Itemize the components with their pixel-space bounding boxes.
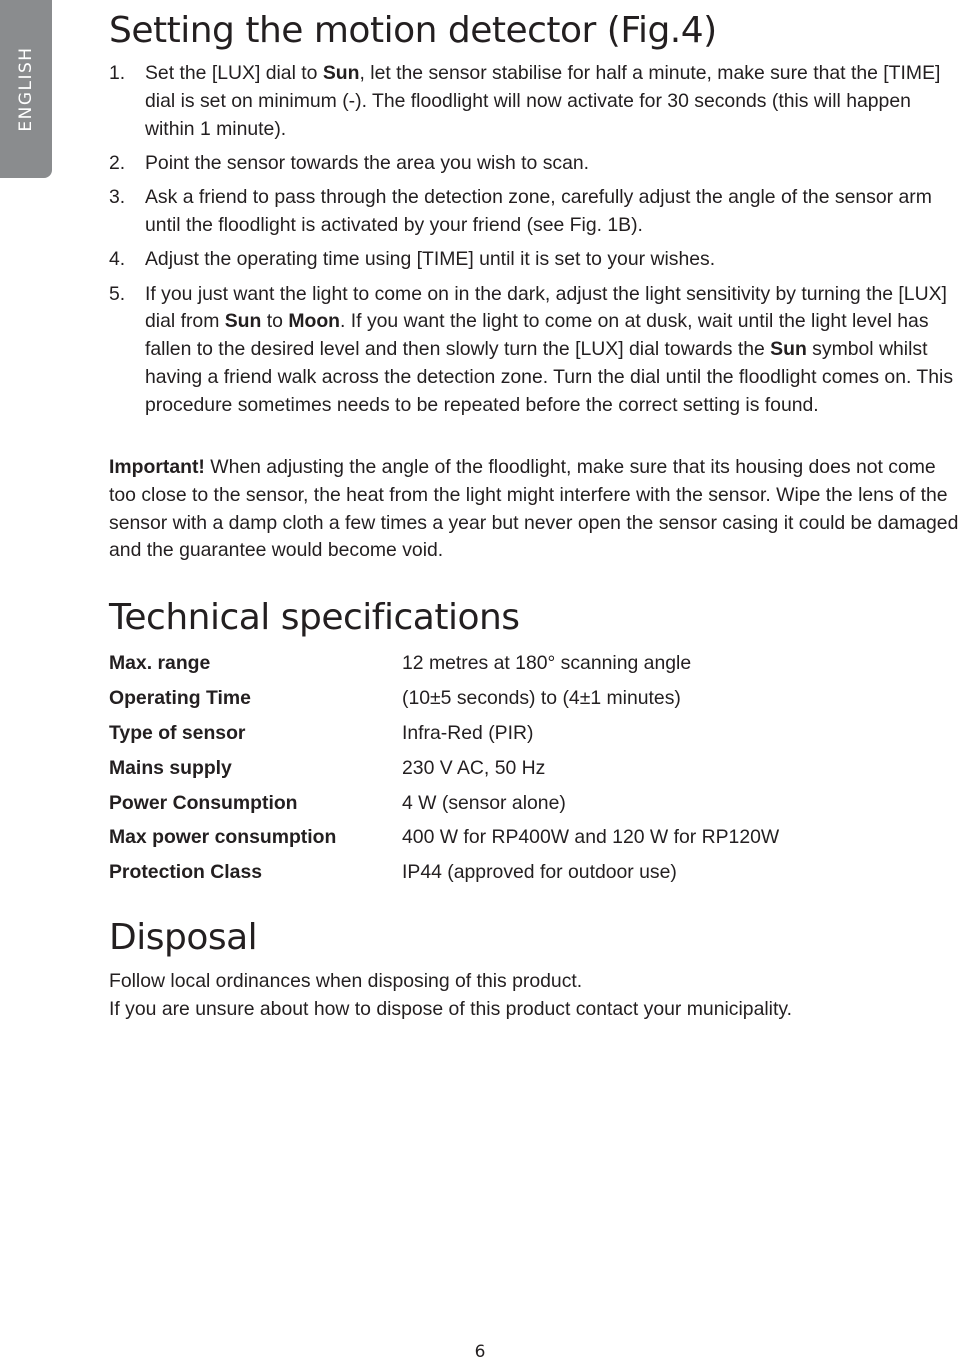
technical-specifications-heading: Technical specifications [109,597,520,638]
spec-label: Max. range [109,652,211,674]
step-text: If you just want the light to come on in the dark, adjust the light sensitivity by turning the [LUX] dial from [145,282,947,333]
language-tab [0,0,52,178]
disposal-line-2: If you are unsure about how to dispose of this product contact your municipality. [109,997,792,1020]
spec-value: 400 W for RP400W and 120 W for RP120W [402,826,780,849]
step-number: 5. [109,282,126,305]
spec-label: Protection Class [109,861,263,884]
step-text: symbol whilst having a friend walk across the detection zone. Turn the dial until the floodlight comes on. This procedure sometimes needs to be repeated before the correct setting is found. [145,338,954,416]
spec-value: 12 metres at 180° scanning angle [402,652,692,674]
important-label: Important! [109,456,205,478]
step-emphasis: Sun [770,338,807,361]
step-number: 1. [109,62,126,84]
spec-row [109,786,960,821]
spec-row [109,646,960,681]
disposal-text [109,968,960,1024]
spec-label: Type of sensor [109,721,246,744]
step-number: 3. [109,186,126,209]
spec-row [109,716,960,751]
step-item [109,281,960,420]
disposal-heading: Disposal [109,917,258,958]
step-emphasis: Sun [322,62,360,84]
spec-row [109,820,960,855]
motion-detector-heading: Setting the motion detector (Fig.4) [109,10,717,51]
spec-label: Max power consumption [109,826,337,849]
important-note [109,454,960,565]
step-text: Set the [LUX] dial to [145,62,323,84]
important-text: When adjusting the angle of the floodlight, make sure that its housing does not come too close to the sensor, the heat from the light might interfere with the sensor. Wipe the lens of the sensor with a damp cloth a few times a year but never open the sensor casing it could be damaged and the guarantee would become void. [109,456,959,562]
spec-row [109,681,960,716]
step-text: Adjust the operating time using [TIME] until it is set to your wishes. [145,248,716,271]
spec-label: Power Consumption [109,791,298,814]
step-item [109,246,960,274]
page-number: 6 [474,1342,486,1362]
step-text: Ask a friend to pass through the detection zone, carefully adjust the angle of the sensor arm until the floodlight is activated by your friend (see Fig. 1B). [145,186,932,236]
step-item [109,150,960,178]
spec-row [109,751,960,786]
setup-steps-list [109,60,960,426]
step-text: Point the sensor towards the area you wish to scan. [145,151,590,174]
step-text: to [261,310,289,333]
spec-value: (10±5 seconds) to (4±1 minutes) [402,686,681,709]
language-tab-label: ENGLISH [16,46,36,132]
spec-row [109,855,960,890]
disposal-line-1: Follow local ordinances when disposing of this product. [109,970,583,992]
spec-value: 4 W (sensor alone) [402,791,566,814]
step-text: . If you want the light to come on at dusk, wait until the light level has fallen to the desired level and then slowly turn the [LUX] dial towards the [145,310,929,361]
specifications-table [109,646,960,890]
step-emphasis: Sun [224,310,262,333]
step-number: 2. [109,151,126,174]
step-text: , let the sensor stabilise for half a minute, make sure that the [TIME] dial is set on minimum (-). The floodlight will now activate for 30 seconds (this will happen within 1 minute). [145,62,941,140]
spec-label: Mains supply [109,756,232,779]
spec-label: Operating Time [109,686,251,709]
spec-value: 230 V AC, 50 Hz [402,756,546,779]
spec-value: Infra-Red (PIR) [402,721,534,744]
step-item [109,184,960,240]
spec-value: IP44 (approved for outdoor use) [402,861,677,884]
step-item [109,60,960,143]
step-number: 4. [109,248,126,271]
step-emphasis: Moon [288,310,341,333]
